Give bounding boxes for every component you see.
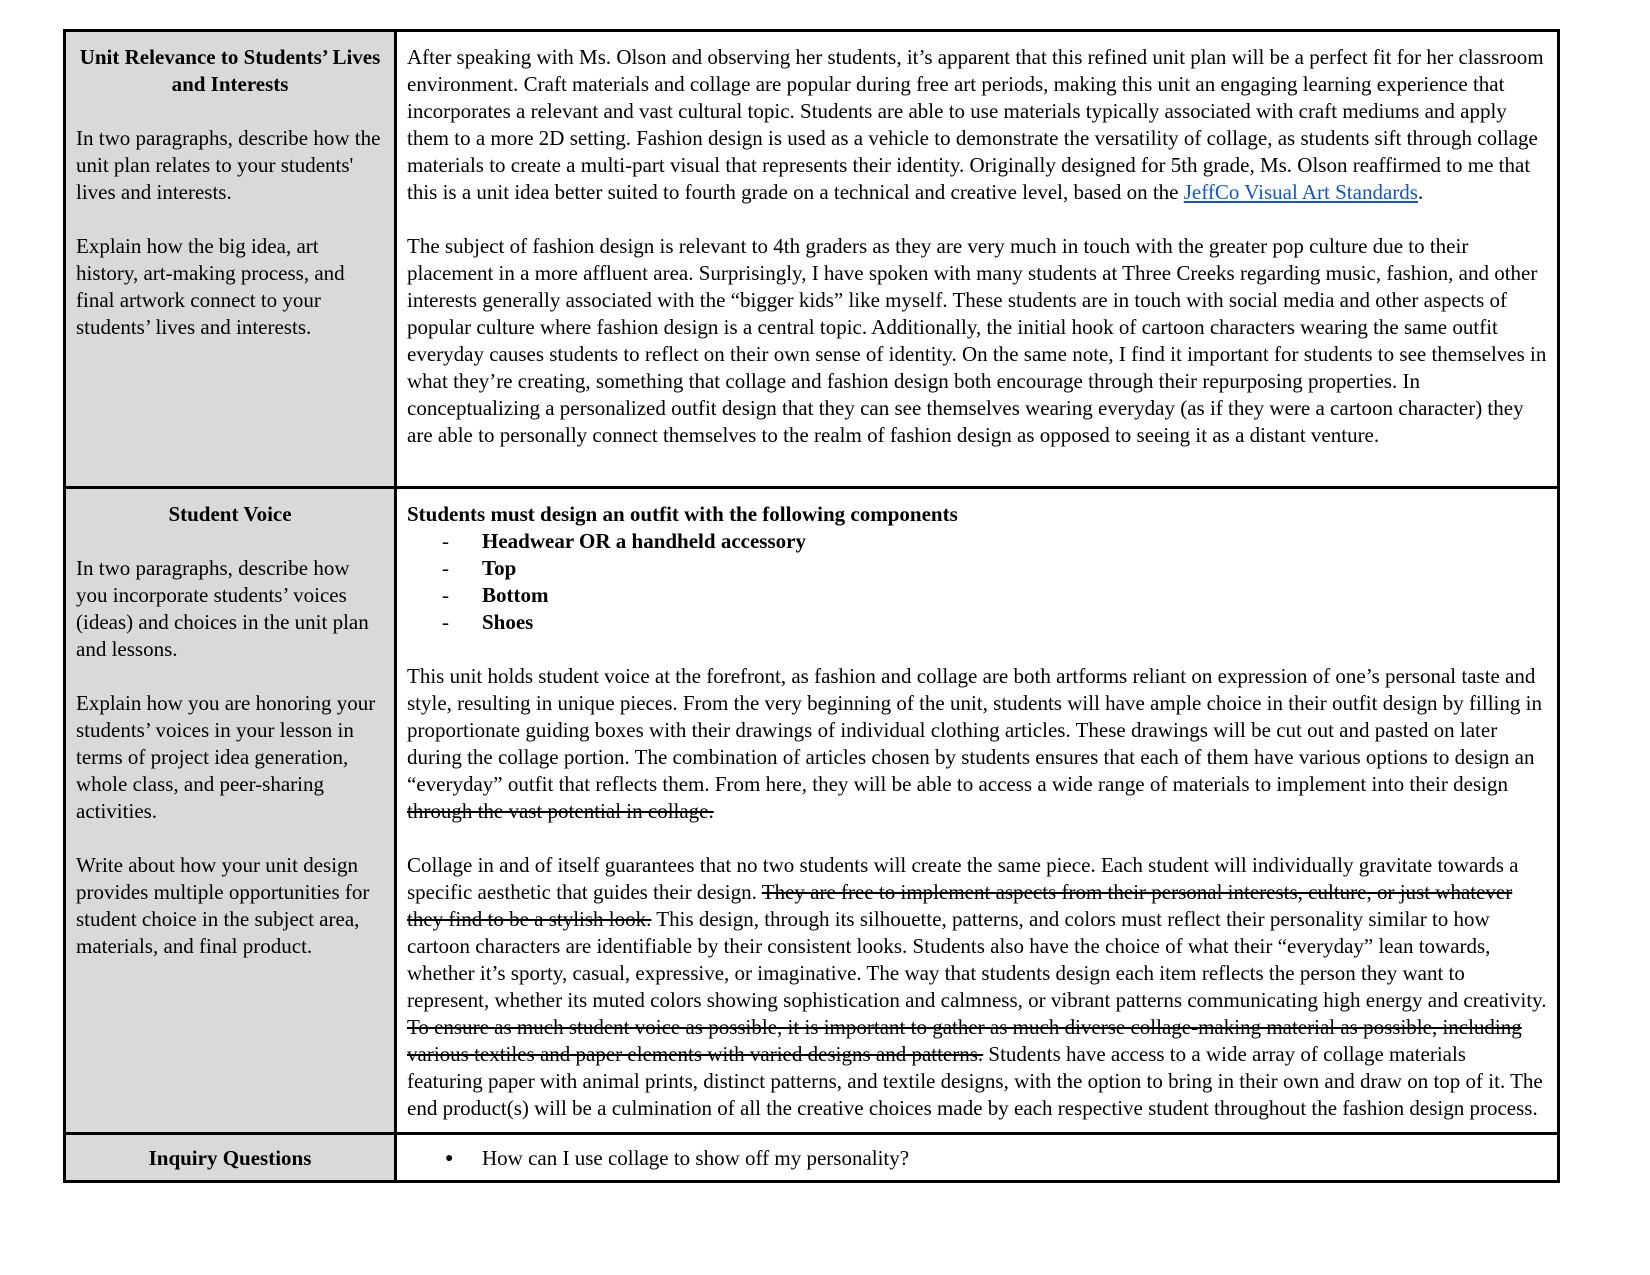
row-content-cell xyxy=(396,31,1559,488)
row-title: Student Voice xyxy=(168,502,292,526)
row-student-voice xyxy=(65,488,1559,1134)
prompt-text: In two paragraphs, describe how you incorporate students’ voices (ideas) and choices in the unit plan and lessons. xyxy=(76,556,369,661)
struck-text: To ensure as much student voice as possible, it is important to gather as much diverse collage-making material as possible, including various textiles and paper elements with varied designs and patterns. xyxy=(407,1015,1522,1066)
paragraph-text: This unit holds student voice at the forefront, as fashion and collage are both artforms reliant on expression of one’s personal taste and style, resulting in unique pieces. From the very beginning of the unit, students will have ample choice in their outfit design by filling in proportionate guiding boxes with their drawings of individual clothing articles. These drawings will be cut out and pasted on later during the collage portion. The combination of articles chosen by students ensures that each of them have various options to design an “everyday” outfit that reflects them. From here, they will be able to access a wide range of materials to implement into their design xyxy=(407,664,1542,796)
prompt-text: Explain how you are honoring your students’ voices in your lesson in terms of project idea generation, whole class, and peer-sharing activities. xyxy=(76,691,376,823)
paragraph xyxy=(407,44,1547,206)
row-content-cell xyxy=(396,1134,1559,1182)
prompt-text: Write about how your unit design provides multiple opportunities for student choice in the subject area, materials, and final product. xyxy=(76,853,370,958)
prompt-text: In two paragraphs, describe how the unit plan relates to your students' lives and interests. xyxy=(76,126,381,204)
row-unit-relevance xyxy=(65,31,1559,488)
paragraph-text: Collage in and of itself guarantees that no two students will create the same piece. Each student will individually gravitate towards a specific aesthetic that guides their design. xyxy=(407,853,1519,904)
paragraph-text: Students have access to a wide array of collage materials featuring paper with animal prints, distinct patterns, and textile designs, with the option to bring in their own and draw on top of it. The end product(s) will be a culmination of all the creative choices made by each respective student throughout the fashion design process. xyxy=(407,1042,1543,1120)
struck-text: They are free to implement aspects from their personal interests, culture, or just whatever they find to be a stylish look. xyxy=(407,880,1513,931)
list-item: ● How can I use collage to show off my personality? xyxy=(407,1145,1547,1172)
row-label-cell xyxy=(65,31,396,488)
questions-list xyxy=(407,1145,1547,1172)
row-label-cell xyxy=(65,1134,396,1182)
components-heading: Students must design an outfit with the following components xyxy=(407,502,958,526)
row-inquiry-questions xyxy=(65,1134,1559,1182)
list-item: - Shoes xyxy=(407,609,1547,636)
prompt-text: Explain how the big idea, art history, art-making process, and final artwork connect to your students’ lives and interests. xyxy=(76,234,345,339)
unit-plan-table xyxy=(63,29,1560,1183)
row-label-cell xyxy=(65,488,396,1134)
struck-text: through the vast potential in collage. xyxy=(407,799,714,823)
paragraph-text: After speaking with Ms. Olson and observing her students, it’s apparent that this refined unit plan will be a perfect fit for her classroom environment. Craft materials and collage are popular during free art periods, making this unit an engaging learning experience that incorporates a relevant and vast cultural topic. Students are able to use materials typically associated with craft mediums and apply them to a more 2D setting. Fashion design is used as a vehicle to demonstrate the versatility of collage, as students sift through collage materials to create a multi-part visual that represents their identity. Originally designed for 5th grade, Ms. Olson reaffirmed to me that this is a unit idea better suited to fourth grade on a technical and creative level, based on the xyxy=(407,45,1544,204)
row-title: Unit Relevance to Students’ Lives and Interests xyxy=(79,45,381,96)
list-item: - Bottom xyxy=(407,582,1547,609)
paragraph xyxy=(407,663,1547,825)
jeffco-standards-link[interactable]: JeffCo Visual Art Standards xyxy=(1183,180,1418,204)
spacer xyxy=(407,636,1547,663)
paragraph xyxy=(407,852,1547,1122)
paragraph-text: This design, through its silhouette, patterns, and colors must reflect their personality similar to how cartoon characters are identifiable by their consistent looks. Students also have the choice of what their “everyday” lean towards, whether it’s sporty, casual, expressive, or imaginative. The way that students design each item reflects the person they want to represent, whether its muted colors showing sophistication and calmness, or vibrant patterns communicating high energy and creativity. xyxy=(407,907,1547,1012)
row-title: Inquiry Questions xyxy=(148,1146,312,1170)
list-item: - Top xyxy=(407,555,1547,582)
list-item: - Headwear OR a handheld accessory xyxy=(407,528,1547,555)
row-content-cell xyxy=(396,488,1559,1134)
paragraph: The subject of fashion design is relevant to 4th graders as they are very much in touch with the greater pop culture due to their placement in a more affluent area. Surprisingly, I have spoken with many students at Three Creeks regarding music, fashion, and other interests generally associated with the “bigger kids” like myself. These students are in touch with social media and other aspects of popular culture where fashion design is a central topic. Additionally, the initial hook of cartoon characters wearing the same outfit everyday causes students to reflect on their own sense of identity. On the same note, I find it important for students to see themselves in what they’re creating, something that collage and fashion design both encourage through their repurposing properties. In conceptualizing a personalized outfit design that they can see themselves wearing everyday (as if they were a cartoon character) they are able to personally connect themselves to the realm of fashion design as opposed to seeing it as a distant venture. xyxy=(407,234,1547,447)
paragraph-end: . xyxy=(1417,180,1424,204)
components-list xyxy=(407,528,1547,636)
